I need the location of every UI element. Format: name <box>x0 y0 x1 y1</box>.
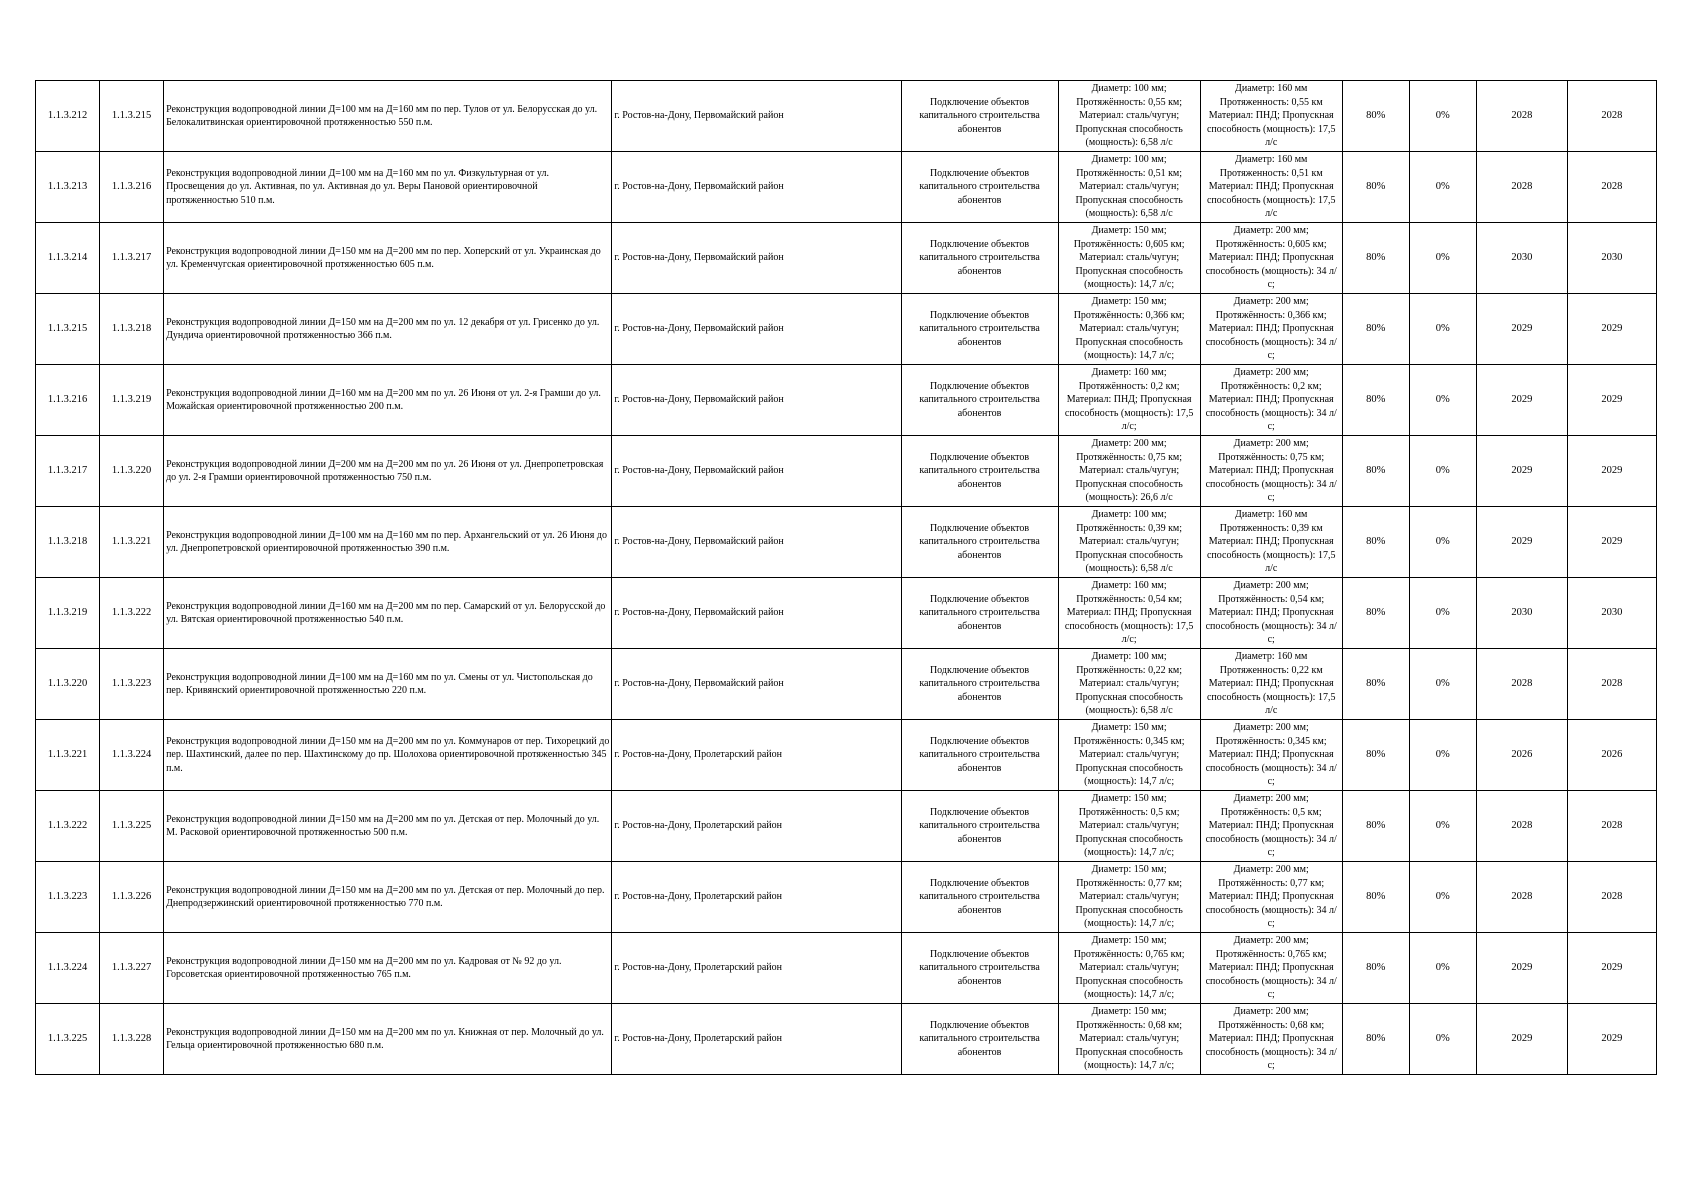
target-parameters-cell: Диаметр: 200 мм; Протяжённость: 0,77 км; Материал: ПНД; Пропускная способность (мощность): 34 л/с; <box>1200 862 1342 933</box>
start-year-cell: 2029 <box>1476 365 1567 436</box>
row-number-cell: 1.1.3.217 <box>36 436 100 507</box>
project-code-cell: 1.1.3.220 <box>100 436 164 507</box>
wear-before-cell: 80% <box>1342 436 1409 507</box>
wear-before-cell: 80% <box>1342 507 1409 578</box>
start-year-cell: 2029 <box>1476 294 1567 365</box>
project-description-cell: Реконструкция водопроводной линии Д=200 мм на Д=200 мм по ул. 26 Июня от ул. Днепропетровская до ул. 2-я Грамши ориентировочной протяженностью 750 п.м. <box>164 436 612 507</box>
purpose-cell: Подключение объектов капитального строительства абонентов <box>901 294 1058 365</box>
target-parameters-cell: Диаметр: 200 мм; Протяжённость: 0,345 км; Материал: ПНД; Пропускная способность (мощность): 34 л/с; <box>1200 720 1342 791</box>
end-year-cell: 2030 <box>1567 223 1656 294</box>
end-year-cell: 2028 <box>1567 791 1656 862</box>
project-description-cell: Реконструкция водопроводной линии Д=150 мм на Д=200 мм по ул. Книжная от пер. Молочный до ул. Гельца ориентировочной протяженностью 680 п.м. <box>164 1004 612 1075</box>
row-number-cell: 1.1.3.219 <box>36 578 100 649</box>
project-code-cell: 1.1.3.216 <box>100 152 164 223</box>
table-row <box>36 791 1657 862</box>
existing-parameters-cell: Диаметр: 150 мм; Протяжённость: 0,5 км; Материал: сталь/чугун; Пропускная способность (мощность): 14,7 л/с; <box>1058 791 1200 862</box>
purpose-cell: Подключение объектов капитального строительства абонентов <box>901 933 1058 1004</box>
project-description-cell: Реконструкция водопроводной линии Д=150 мм на Д=200 мм по пер. Хоперский от ул. Украинская до ул. Кременчугская ориентировочной протяженностью 605 п.м. <box>164 223 612 294</box>
row-number-cell: 1.1.3.218 <box>36 507 100 578</box>
start-year-cell: 2029 <box>1476 507 1567 578</box>
table-row <box>36 507 1657 578</box>
table-body <box>36 81 1657 1075</box>
target-parameters-cell: Диаметр: 200 мм; Протяжённость: 0,75 км; Материал: ПНД; Пропускная способность (мощность): 34 л/с; <box>1200 436 1342 507</box>
project-description-cell: Реконструкция водопроводной линии Д=150 мм на Д=200 мм по ул. Кадровая от № 92 до ул. Горсоветская ориентировочной протяженностью 765 п.м. <box>164 933 612 1004</box>
wear-after-cell: 0% <box>1409 152 1476 223</box>
row-number-cell: 1.1.3.221 <box>36 720 100 791</box>
project-description-cell: Реконструкция водопроводной линии Д=100 мм на Д=160 мм по ул. Физкультурная от ул. Просвещения до ул. Активная, по ул. Активная до ул. Веры Пановой ориентировочной протяженностью 510 п.м. <box>164 152 612 223</box>
start-year-cell: 2029 <box>1476 1004 1567 1075</box>
existing-parameters-cell: Диаметр: 150 мм; Протяжённость: 0,765 км; Материал: сталь/чугун; Пропускная способность (мощность): 14,7 л/с; <box>1058 933 1200 1004</box>
project-code-cell: 1.1.3.222 <box>100 578 164 649</box>
wear-before-cell: 80% <box>1342 365 1409 436</box>
location-cell: г. Ростов-на-Дону, Первомайский район <box>612 365 901 436</box>
project-description-cell: Реконструкция водопроводной линии Д=160 мм на Д=200 мм по пер. Самарский от ул. Белорусской до ул. Вятская ориентировочной протяженностью 540 п.м. <box>164 578 612 649</box>
location-cell: г. Ростов-на-Дону, Первомайский район <box>612 152 901 223</box>
end-year-cell: 2028 <box>1567 862 1656 933</box>
project-code-cell: 1.1.3.227 <box>100 933 164 1004</box>
wear-before-cell: 80% <box>1342 223 1409 294</box>
table-row <box>36 862 1657 933</box>
wear-before-cell: 80% <box>1342 294 1409 365</box>
wear-before-cell: 80% <box>1342 152 1409 223</box>
existing-parameters-cell: Диаметр: 100 мм; Протяжённость: 0,22 км; Материал: сталь/чугун; Пропускная способность (мощность): 6,58 л/с <box>1058 649 1200 720</box>
table-row <box>36 720 1657 791</box>
end-year-cell: 2029 <box>1567 933 1656 1004</box>
location-cell: г. Ростов-на-Дону, Первомайский район <box>612 578 901 649</box>
existing-parameters-cell: Диаметр: 160 мм; Протяжённость: 0,2 км; Материал: ПНД; Пропускная способность (мощность): 17,5 л/с; <box>1058 365 1200 436</box>
project-code-cell: 1.1.3.221 <box>100 507 164 578</box>
wear-after-cell: 0% <box>1409 507 1476 578</box>
row-number-cell: 1.1.3.213 <box>36 152 100 223</box>
target-parameters-cell: Диаметр: 200 мм; Протяжённость: 0,605 км; Материал: ПНД; Пропускная способность (мощность): 34 л/с; <box>1200 223 1342 294</box>
existing-parameters-cell: Диаметр: 150 мм; Протяжённость: 0,605 км; Материал: сталь/чугун; Пропускная способность (мощность): 14,7 л/с; <box>1058 223 1200 294</box>
project-description-cell: Реконструкция водопроводной линии Д=150 мм на Д=200 мм по ул. Коммунаров от пер. Тихорецкий до пер. Шахтинский, далее по пер. Шахтинскому до пр. Шолохова ориентировочной протяженностью 345 п.м. <box>164 720 612 791</box>
table-row <box>36 1004 1657 1075</box>
wear-before-cell: 80% <box>1342 933 1409 1004</box>
end-year-cell: 2028 <box>1567 649 1656 720</box>
start-year-cell: 2028 <box>1476 791 1567 862</box>
end-year-cell: 2029 <box>1567 436 1656 507</box>
location-cell: г. Ростов-на-Дону, Пролетарский район <box>612 791 901 862</box>
project-code-cell: 1.1.3.215 <box>100 81 164 152</box>
row-number-cell: 1.1.3.224 <box>36 933 100 1004</box>
purpose-cell: Подключение объектов капитального строительства абонентов <box>901 578 1058 649</box>
purpose-cell: Подключение объектов капитального строительства абонентов <box>901 862 1058 933</box>
end-year-cell: 2029 <box>1567 507 1656 578</box>
wear-after-cell: 0% <box>1409 933 1476 1004</box>
wear-after-cell: 0% <box>1409 791 1476 862</box>
table-row <box>36 223 1657 294</box>
location-cell: г. Ростов-на-Дону, Первомайский район <box>612 294 901 365</box>
row-number-cell: 1.1.3.214 <box>36 223 100 294</box>
existing-parameters-cell: Диаметр: 200 мм; Протяжённость: 0,75 км; Материал: сталь/чугун; Пропускная способность (мощность): 26,6 л/с <box>1058 436 1200 507</box>
purpose-cell: Подключение объектов капитального строительства абонентов <box>901 223 1058 294</box>
existing-parameters-cell: Диаметр: 100 мм; Протяжённость: 0,51 км; Материал: сталь/чугун; Пропускная способность (мощность): 6,58 л/с <box>1058 152 1200 223</box>
existing-parameters-cell: Диаметр: 150 мм; Протяжённость: 0,345 км; Материал: сталь/чугун; Пропускная способность (мощность): 14,7 л/с; <box>1058 720 1200 791</box>
project-description-cell: Реконструкция водопроводной линии Д=100 мм на Д=160 мм по ул. Смены от ул. Чистопольская до пер. Кривянский ориентировочной протяженностью 220 п.м. <box>164 649 612 720</box>
table-row <box>36 436 1657 507</box>
project-code-cell: 1.1.3.225 <box>100 791 164 862</box>
target-parameters-cell: Диаметр: 200 мм; Протяжённость: 0,5 км; Материал: ПНД; Пропускная способность (мощность): 34 л/с; <box>1200 791 1342 862</box>
existing-parameters-cell: Диаметр: 160 мм; Протяжённость: 0,54 км; Материал: ПНД; Пропускная способность (мощность): 17,5 л/с; <box>1058 578 1200 649</box>
location-cell: г. Ростов-на-Дону, Первомайский район <box>612 507 901 578</box>
table-row <box>36 649 1657 720</box>
start-year-cell: 2026 <box>1476 720 1567 791</box>
wear-after-cell: 0% <box>1409 81 1476 152</box>
project-code-cell: 1.1.3.228 <box>100 1004 164 1075</box>
location-cell: г. Ростов-на-Дону, Первомайский район <box>612 223 901 294</box>
end-year-cell: 2029 <box>1567 365 1656 436</box>
table-row <box>36 294 1657 365</box>
target-parameters-cell: Диаметр: 200 мм; Протяжённость: 0,366 км; Материал: ПНД; Пропускная способность (мощность): 34 л/с; <box>1200 294 1342 365</box>
existing-parameters-cell: Диаметр: 100 мм; Протяжённость: 0,39 км; Материал: сталь/чугун; Пропускная способность (мощность): 6,58 л/с <box>1058 507 1200 578</box>
project-description-cell: Реконструкция водопроводной линии Д=100 мм на Д=160 мм по пер. Тулов от ул. Белорусская до ул. Белокалитвинская ориентировочной протяженностью 550 п.м. <box>164 81 612 152</box>
existing-parameters-cell: Диаметр: 150 мм; Протяжённость: 0,366 км; Материал: сталь/чугун; Пропускная способность (мощность): 14,7 л/с; <box>1058 294 1200 365</box>
project-code-cell: 1.1.3.224 <box>100 720 164 791</box>
wear-before-cell: 80% <box>1342 649 1409 720</box>
wear-after-cell: 0% <box>1409 365 1476 436</box>
wear-after-cell: 0% <box>1409 720 1476 791</box>
target-parameters-cell: Диаметр: 200 мм; Протяжённость: 0,54 км; Материал: ПНД; Пропускная способность (мощность): 34 л/с; <box>1200 578 1342 649</box>
wear-before-cell: 80% <box>1342 791 1409 862</box>
project-description-cell: Реконструкция водопроводной линии Д=100 мм на Д=160 мм по пер. Архангельский от ул. 26 Июня до ул. Днепропетровской ориентировочной протяженностью 390 п.м. <box>164 507 612 578</box>
location-cell: г. Ростов-на-Дону, Пролетарский район <box>612 933 901 1004</box>
project-description-cell: Реконструкция водопроводной линии Д=160 мм на Д=200 мм по ул. 26 Июня от ул. 2-я Грамши до ул. Можайская ориентировочной протяженностью 200 п.м. <box>164 365 612 436</box>
end-year-cell: 2030 <box>1567 578 1656 649</box>
project-code-cell: 1.1.3.226 <box>100 862 164 933</box>
row-number-cell: 1.1.3.216 <box>36 365 100 436</box>
row-number-cell: 1.1.3.223 <box>36 862 100 933</box>
project-description-cell: Реконструкция водопроводной линии Д=150 мм на Д=200 мм по ул. Детская от пер. Молочный до пер. Днепродзержинский ориентировочной протяженностью 770 п.м. <box>164 862 612 933</box>
location-cell: г. Ростов-на-Дону, Пролетарский район <box>612 720 901 791</box>
location-cell: г. Ростов-на-Дону, Пролетарский район <box>612 1004 901 1075</box>
wear-before-cell: 80% <box>1342 578 1409 649</box>
start-year-cell: 2030 <box>1476 223 1567 294</box>
table-row <box>36 933 1657 1004</box>
purpose-cell: Подключение объектов капитального строительства абонентов <box>901 152 1058 223</box>
end-year-cell: 2029 <box>1567 1004 1656 1075</box>
row-number-cell: 1.1.3.225 <box>36 1004 100 1075</box>
target-parameters-cell: Диаметр: 200 мм; Протяжённость: 0,2 км; Материал: ПНД; Пропускная способность (мощность): 34 л/с; <box>1200 365 1342 436</box>
purpose-cell: Подключение объектов капитального строительства абонентов <box>901 507 1058 578</box>
projects-table <box>35 80 1657 1075</box>
existing-parameters-cell: Диаметр: 100 мм; Протяжённость: 0,55 км; Материал: сталь/чугун; Пропускная способность (мощность): 6,58 л/с <box>1058 81 1200 152</box>
end-year-cell: 2029 <box>1567 294 1656 365</box>
wear-after-cell: 0% <box>1409 649 1476 720</box>
table-row <box>36 152 1657 223</box>
end-year-cell: 2028 <box>1567 152 1656 223</box>
existing-parameters-cell: Диаметр: 150 мм; Протяжённость: 0,77 км; Материал: сталь/чугун; Пропускная способность (мощность): 14,7 л/с; <box>1058 862 1200 933</box>
location-cell: г. Ростов-на-Дону, Первомайский район <box>612 436 901 507</box>
wear-after-cell: 0% <box>1409 862 1476 933</box>
row-number-cell: 1.1.3.215 <box>36 294 100 365</box>
purpose-cell: Подключение объектов капитального строительства абонентов <box>901 436 1058 507</box>
purpose-cell: Подключение объектов капитального строительства абонентов <box>901 649 1058 720</box>
wear-before-cell: 80% <box>1342 81 1409 152</box>
wear-after-cell: 0% <box>1409 294 1476 365</box>
project-description-cell: Реконструкция водопроводной линии Д=150 мм на Д=200 мм по ул. Детская от пер. Молочный до ул. М. Расковой ориентировочной протяженностью 500 п.м. <box>164 791 612 862</box>
purpose-cell: Подключение объектов капитального строительства абонентов <box>901 720 1058 791</box>
target-parameters-cell: Диаметр: 160 мм Протяженность: 0,22 км Материал: ПНД; Пропускная способность (мощность): 17,5 л/с <box>1200 649 1342 720</box>
wear-before-cell: 80% <box>1342 1004 1409 1075</box>
start-year-cell: 2028 <box>1476 81 1567 152</box>
table-row <box>36 578 1657 649</box>
target-parameters-cell: Диаметр: 160 мм Протяженность: 0,51 км Материал: ПНД; Пропускная способность (мощность): 17,5 л/с <box>1200 152 1342 223</box>
wear-after-cell: 0% <box>1409 223 1476 294</box>
end-year-cell: 2028 <box>1567 81 1656 152</box>
wear-before-cell: 80% <box>1342 862 1409 933</box>
table-row <box>36 365 1657 436</box>
target-parameters-cell: Диаметр: 160 мм Протяженность: 0,55 км Материал: ПНД; Пропускная способность (мощность): 17,5 л/с <box>1200 81 1342 152</box>
project-code-cell: 1.1.3.218 <box>100 294 164 365</box>
start-year-cell: 2029 <box>1476 933 1567 1004</box>
wear-before-cell: 80% <box>1342 720 1409 791</box>
row-number-cell: 1.1.3.222 <box>36 791 100 862</box>
wear-after-cell: 0% <box>1409 1004 1476 1075</box>
wear-after-cell: 0% <box>1409 578 1476 649</box>
target-parameters-cell: Диаметр: 160 мм Протяженность: 0,39 км Материал: ПНД; Пропускная способность (мощность): 17,5 л/с <box>1200 507 1342 578</box>
start-year-cell: 2028 <box>1476 152 1567 223</box>
target-parameters-cell: Диаметр: 200 мм; Протяжённость: 0,68 км; Материал: ПНД; Пропускная способность (мощность): 34 л/с; <box>1200 1004 1342 1075</box>
target-parameters-cell: Диаметр: 200 мм; Протяжённость: 0,765 км; Материал: ПНД; Пропускная способность (мощность): 34 л/с; <box>1200 933 1342 1004</box>
purpose-cell: Подключение объектов капитального строительства абонентов <box>901 1004 1058 1075</box>
wear-after-cell: 0% <box>1409 436 1476 507</box>
start-year-cell: 2030 <box>1476 578 1567 649</box>
purpose-cell: Подключение объектов капитального строительства абонентов <box>901 81 1058 152</box>
purpose-cell: Подключение объектов капитального строительства абонентов <box>901 791 1058 862</box>
start-year-cell: 2029 <box>1476 436 1567 507</box>
project-code-cell: 1.1.3.219 <box>100 365 164 436</box>
start-year-cell: 2028 <box>1476 649 1567 720</box>
existing-parameters-cell: Диаметр: 150 мм; Протяжённость: 0,68 км; Материал: сталь/чугун; Пропускная способность (мощность): 14,7 л/с; <box>1058 1004 1200 1075</box>
location-cell: г. Ростов-на-Дону, Пролетарский район <box>612 862 901 933</box>
project-code-cell: 1.1.3.217 <box>100 223 164 294</box>
location-cell: г. Ростов-на-Дону, Первомайский район <box>612 649 901 720</box>
row-number-cell: 1.1.3.220 <box>36 649 100 720</box>
row-number-cell: 1.1.3.212 <box>36 81 100 152</box>
purpose-cell: Подключение объектов капитального строительства абонентов <box>901 365 1058 436</box>
project-code-cell: 1.1.3.223 <box>100 649 164 720</box>
start-year-cell: 2028 <box>1476 862 1567 933</box>
project-description-cell: Реконструкция водопроводной линии Д=150 мм на Д=200 мм по ул. 12 декабря от ул. Грисенко до ул. Дундича ориентировочной протяженностью 366 п.м. <box>164 294 612 365</box>
end-year-cell: 2026 <box>1567 720 1656 791</box>
table-row <box>36 81 1657 152</box>
location-cell: г. Ростов-на-Дону, Первомайский район <box>612 81 901 152</box>
